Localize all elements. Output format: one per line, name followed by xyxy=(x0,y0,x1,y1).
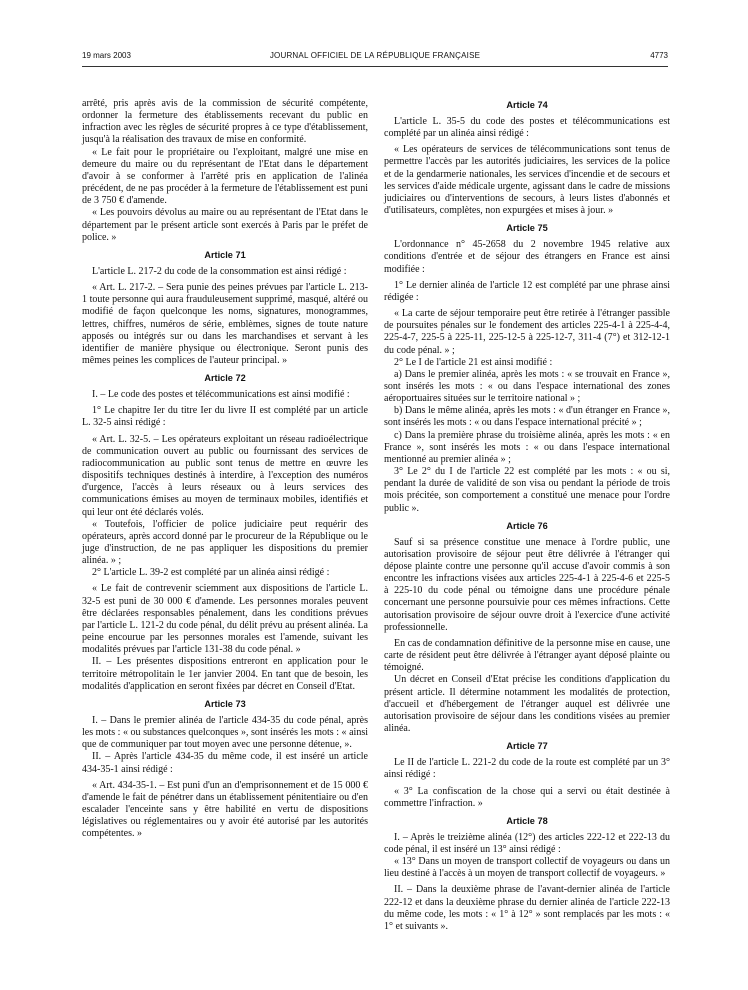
paragraph: L'article L. 217-2 du code de la consommation est ainsi rédigé : xyxy=(92,265,347,277)
paragraph: c) Dans la première phrase du troisième alinéa, après les mots : « en France », sont insérés les mots : « ou dans l'espace international mentionné au premier alinéa » ; xyxy=(384,429,670,465)
article-heading-74: Article 74 xyxy=(506,100,548,110)
article-heading-72: Article 72 xyxy=(204,373,246,384)
paragraph: « Les opérateurs de services de télécommunications sont tenus de permettre l'accès par les autorités judiciaires, les services de la police et de la gendarmerie nationales, les services d'incendie et de secours et les services d'aide médicale urgente, agissant dans le cadre de missions judiciaires ou d'interventions de secours, à leurs listes d'abonnés et d'utilisateurs, complètes, non expurgées et mises à jour. » xyxy=(384,144,670,217)
paragraph: 3° Le 2° du I de l'article 22 est complété par les mots : « ou si, pendant la durée de validité de son visa ou pendant la période de trois mois précitée, son comportement a constitué une menace pour l'ordre public ». xyxy=(384,466,670,514)
paragraph: L'article L. 35-5 du code des postes et télécommunications est complété par un alinéa ainsi rédigé : xyxy=(384,116,670,140)
paragraph: 2° Le I de l'article 21 est ainsi modifié : xyxy=(394,356,553,368)
paragraph: I. – Le code des postes et télécommunications est ainsi modifié : xyxy=(92,389,350,401)
paragraph: L'ordonnance n° 45-2658 du 2 novembre 1945 relative aux conditions d'entrée et de séjour des étrangers en France est ainsi modifiée : xyxy=(384,239,670,275)
paragraph: « Le fait pour le propriétaire ou l'exploitant, malgré une mise en demeure du maire ou du représentant de l'Etat dans le département d'avoir à se conformer à l'arrêté pris en application de l'alinéa précédent, de ne pas procéder à la fermeture de l'établissement est puni de 3 750 € d'amende. xyxy=(82,146,368,207)
paragraph: Un décret en Conseil d'Etat précise les conditions d'application du présent article. Il détermine notamment les modalités de protection, d'accueil et d'hébergement de l'étranger auquel est délivrée une autorisation provisoire de séjour dans les conditions visées au premier alinéa. xyxy=(384,674,670,735)
paragraph: I. – Après le treizième alinéa (12°) des articles 222-12 et 222-13 du code pénal, il est inséré un 13° ainsi rédigé : xyxy=(384,831,670,855)
page-header xyxy=(82,51,668,65)
header-rule xyxy=(82,66,668,67)
article-heading-71: Article 71 xyxy=(204,249,246,260)
paragraph: « 3° La confiscation de la chose qui a servi ou était destinée à commettre l'infraction. » xyxy=(384,785,670,809)
article-heading-76: Article 76 xyxy=(506,520,548,531)
journal-title: JOURNAL OFFICIEL DE LA RÉPUBLIQUE FRANÇAISE xyxy=(269,51,481,60)
paragraph: b) Dans le même alinéa, après les mots : « d'un étranger en France », sont insérés les mots : « ou dans l'espace international précité » ; xyxy=(384,405,670,429)
article-heading-73: Article 73 xyxy=(204,698,246,709)
publication-date: 19 mars 2003 xyxy=(82,51,131,60)
paragraph: « Toutefois, l'officier de police judiciaire peut requérir des opérateurs, après accord donné par le procureur de la République ou le juge d'instruction, de ne pas appliquer les dispositions du premier alinéa. » ; xyxy=(82,518,368,567)
paragraph: « Art. L. 217-2. – Sera punie des peines prévues par l'article L. 213-1 toute personne qui aura frauduleusement supprimé, masqué, altéré ou modifié de façon quelconque les noms, signatures, monogrammes, lettres, chiffres, numéros de série, emblèmes, signes de toute nature apposés ou intégrés sur ou dans les marchandises et servant à les identifier de manière physique ou électronique. Seront punis des mêmes peines les complices de l'auteur principal. » xyxy=(82,282,368,366)
paragraph: « Art. L. 32-5. – Les opérateurs exploitant un réseau radioélectrique de communication ouvert au public ou fournissant des services de radiocommunication au public sont tenus de mettre en œuvre les dispositifs techniques destinés à interdire, à l'exception des numéros d'urgence, l'accès à leurs réseaux ou à leurs services des communications émises au moyen de terminaux mobiles, identifiés et qui leur ont été déclarés volés. xyxy=(82,433,368,518)
paragraph: « Art. 434-35-1. – Est puni d'un an d'emprisonnement et de 15 000 € d'amende le fait de pénétrer dans un établissement pénitentiaire ou d'en escalader l'enceinte sans y être habilité en vertu de dispositions législatives ou réglementaires ou y avoir été autorisé par les autorités compétentes. » xyxy=(82,779,368,840)
paragraph: Sauf si sa présence constitue une menace à l'ordre public, une autorisation provisoire de séjour peut être délivrée à l'étranger qui dépose plainte contre une personne qu'il accuse d'avoir commis à son encontre les infractions visées aux articles 225-4-1 à 225-4-6 et 225-5 à 225-10 du code pénal ou témoigne dans une procédure pénale concernant une personne poursuivie pour ces mêmes infractions. Cette autorisation provisoire de séjour ouvre droit à l'exercice d'une activité professionnelle. xyxy=(384,536,670,633)
article-heading-75: Article 75 xyxy=(506,223,548,234)
paragraph: 1° Le dernier alinéa de l'article 12 est complété par une phrase ainsi rédigée : xyxy=(384,279,670,303)
paragraph: II. – Dans la deuxième phrase de l'avant-dernier alinéa de l'article 222-12 et dans la deuxième phrase du dernier alinéa de l'article 222-13 du même code, les mots : « 1° à 12° » sont remplacés par les mots : « 1° et suivants ». xyxy=(384,884,670,932)
paragraph: arrêté, pris après avis de la commission de sécurité compétente, ordonner la fermeture des établissements recevant du public en infraction avec les règles de sécurité propres à ce type d'établissement, jusqu'à la réalisation des travaux de mise en conformité. xyxy=(82,98,368,146)
paragraph: 1° Le chapitre Ier du titre Ier du livre II est complété par un article L. 32-5 ainsi rédigé : xyxy=(82,405,368,429)
paragraph: a) Dans le premier alinéa, après les mots : « se trouvait en France », sont insérés les mots : « ou dans l'espace international des zones aéroportuaires situées sur le territoire national » ; xyxy=(384,368,670,405)
paragraph: « Le fait de contrevenir sciemment aux dispositions de l'article L. 32-5 est puni de 30 000 € d'amende. Les personnes morales peuvent être déclarées responsables pénalement, dans les conditions prévues par l'article L. 121-2 du code pénal, du délit prévu au présent alinéa. La peine encourue par les personnes morales est l'amende, suivant les modalités prévues par l'article 131-38 du code pénal. » xyxy=(82,583,368,656)
right-column xyxy=(384,99,670,933)
paragraph: I. – Dans le premier alinéa de l'article 434-35 du code pénal, après les mots : « ou substances quelconques », sont insérés les mots : « ainsi que de communiquer par tout moyen avec une personne détenue, ». xyxy=(82,714,368,751)
left-column xyxy=(82,98,368,840)
paragraph: « Les pouvoirs dévolus au maire ou au représentant de l'Etat dans le département par le présent article sont exercés à Paris par le préfet de police. » xyxy=(82,207,368,243)
paragraph: Le II de l'article L. 221-2 du code de la route est complété par un 3° ainsi rédigé : xyxy=(384,757,670,781)
article-heading-77: Article 77 xyxy=(506,741,548,752)
page-number: 4773 xyxy=(650,51,668,60)
paragraph: « 13° Dans un moyen de transport collectif de voyageurs ou dans un lieu destiné à l'accès à un moyen de transport collectif de voyageurs. » xyxy=(384,856,670,880)
paragraph: « La carte de séjour temporaire peut être retirée à l'étranger passible de poursuites pénales sur le fondement des articles 225-4-1 à 225-4-4, 225-4-7, 225-5 à 225-11, 225-12-5 à 225-12-7, 311-4 (7°) et 312-12-1 du code pénal. » ; xyxy=(384,308,670,356)
paragraph: II. – Après l'article 434-35 du même code, il est inséré un article 434-35-1 ainsi rédigé : xyxy=(82,751,368,775)
paragraph: II. – Les présentes dispositions entreront en application pour le territoire métropolitain le 1er janvier 2004. En tant que de besoin, les modalités d'application en seront fixées par décret en Conseil d'Etat. xyxy=(82,656,368,692)
paragraph: 2° L'article L. 39-2 est complété par un alinéa ainsi rédigé : xyxy=(92,567,330,579)
paragraph: En cas de condamnation définitive de la personne mise en cause, une carte de résident peut être délivrée à l'étranger ayant déposé plainte ou témoigné. xyxy=(384,637,671,674)
article-heading-78: Article 78 xyxy=(506,815,548,826)
